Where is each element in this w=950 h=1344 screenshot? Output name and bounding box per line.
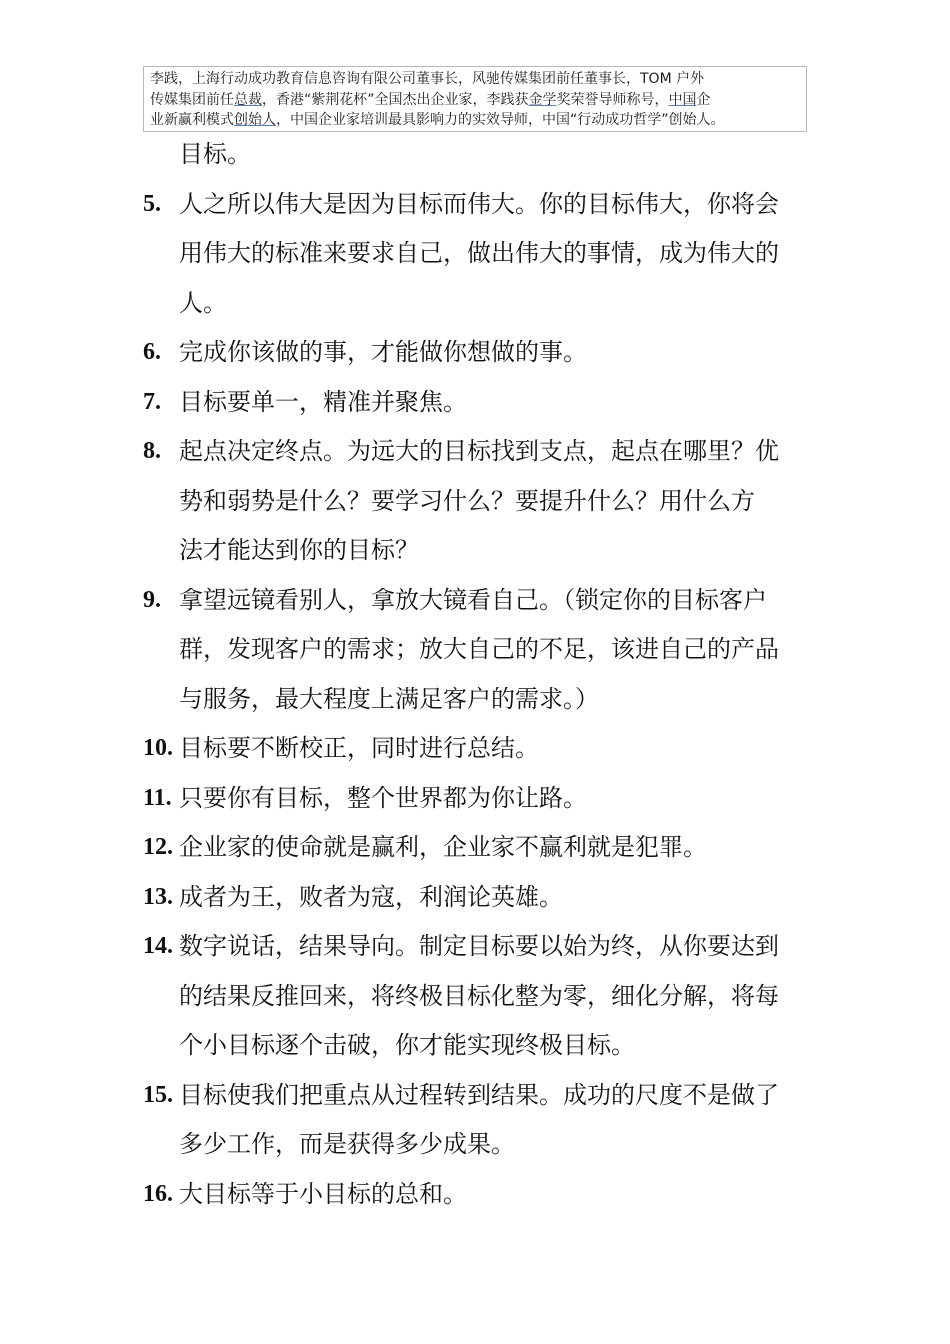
list-item-line: 多少工作，而是获得多少成果。 — [179, 1130, 515, 1158]
header-line-2 — [150, 90, 803, 111]
list-item-line: 法才能达到你的目标？ — [179, 536, 419, 564]
header-line-2-text-c: 奖荣誉导师称号， — [556, 91, 669, 108]
list-item-line: 成者为王，败者为寇，利润论英雄。 — [179, 882, 563, 911]
list-item — [143, 378, 813, 428]
list-item-number: 5. — [143, 190, 161, 217]
list-item — [143, 873, 813, 923]
list-item-line: 数字说话，结果导向。制定目标要以始为终，从你要达到 — [179, 932, 779, 960]
list-item — [143, 1170, 813, 1220]
list-item — [143, 180, 813, 329]
list-item-text — [179, 774, 813, 824]
list-item-number: 14. — [143, 933, 173, 959]
link-jinxue[interactable]: 金学 — [528, 91, 557, 108]
list-item-line: 只要你有目标，整个世界都为你让路。 — [179, 783, 587, 812]
list-item-text — [179, 427, 813, 576]
list-item-number: 10. — [143, 735, 173, 761]
list-item — [143, 823, 813, 873]
list-item-line: 人。 — [179, 288, 227, 317]
list-item-line: 用伟大的标准来要求自己，做出伟大的事情，成为伟大的 — [179, 239, 779, 267]
header-line-3-text-b: ，中国企业家培训最具影响力的实效导师，中国“行动成功哲学”创始人。 — [276, 112, 725, 128]
list-item-line: 起点决定终点。为远大的目标找到支点，起点在哪里？优 — [179, 437, 779, 465]
header-line-2-text-b: ，香港“紫荆花杯”全国杰出企业家，李践获 — [262, 91, 529, 108]
list-item — [143, 1071, 813, 1170]
list-item-text — [179, 180, 813, 329]
list-item-line: 目标要不断校正，同时进行总结。 — [179, 734, 539, 762]
list-item-text — [179, 724, 813, 774]
list-item-number: 13. — [143, 883, 173, 910]
list-item-line: 势和弱势是什么？要学习什么？要提升什么？用什么方 — [179, 486, 755, 515]
list-item-text — [179, 922, 813, 1071]
list-item-line: 大目标等于小目标的总和。 — [179, 1179, 467, 1208]
list-item-number: 11. — [143, 784, 172, 811]
header-line-2-text-a: 传媒集团前任 — [150, 91, 234, 108]
header-line-2-text-d: 企 — [696, 91, 711, 108]
list-item-line: 企业家的使命就是赢利，企业家不赢利就是犯罪。 — [179, 833, 707, 861]
continuation-line: 目标。 — [179, 140, 251, 168]
numbered-list — [143, 180, 813, 1220]
list-item-text — [179, 1071, 813, 1170]
list-item-number: 15. — [143, 1081, 173, 1108]
list-item-line: 目标使我们把重点从过程转到结果。成功的尺度不是做了 — [179, 1080, 779, 1109]
list-item-text — [179, 576, 813, 725]
list-item — [143, 576, 813, 725]
link-zhongguo[interactable]: 中国 — [668, 91, 697, 108]
list-item — [143, 774, 813, 824]
list-item-text — [179, 873, 813, 923]
link-chuangshiren[interactable]: 创始人 — [234, 112, 276, 128]
list-item — [143, 724, 813, 774]
list-item-line: 完成你该做的事，才能做你想做的事。 — [179, 338, 587, 366]
list-item-number: 7. — [143, 388, 161, 415]
header-line-1 — [150, 69, 803, 90]
list-item-text — [179, 1170, 813, 1220]
list-item — [143, 328, 813, 378]
list-item-text — [179, 328, 813, 378]
document-body — [143, 130, 813, 1219]
header-line-3-text-a: 业新赢利模式 — [150, 112, 234, 128]
list-item-line: 拿望远镜看别人，拿放大镜看自己。（锁定你的目标客户 — [179, 585, 767, 614]
header-note-box — [143, 66, 807, 132]
list-item — [143, 427, 813, 576]
header-line-1-text: 李践，上海行动成功教育信息咨询有限公司董事长，风驰传媒集团前任董事长，TOM 户外 — [150, 71, 705, 87]
list-item-number: 8. — [143, 438, 161, 464]
list-item-text — [179, 823, 813, 873]
list-item-number: 16. — [143, 1180, 173, 1207]
list-item-line: 目标要单一，精准并聚焦。 — [179, 387, 467, 416]
list-item-line: 与服务，最大程度上满足客户的需求。） — [179, 684, 599, 713]
header-line-3 — [150, 110, 803, 131]
list-item-line: 的结果反推回来，将终极目标化整为零，细化分解，将每 — [179, 981, 779, 1010]
list-item-line: 群，发现客户的需求；放大自己的不足，该进自己的产品 — [179, 635, 779, 663]
list-item-number: 6. — [143, 339, 161, 365]
list-item-number: 12. — [143, 834, 173, 860]
list-item-text — [179, 378, 813, 428]
list-item-line: 人之所以伟大是因为目标而伟大。你的目标伟大，你将会 — [179, 189, 779, 218]
list-item — [143, 922, 813, 1071]
link-zongcai[interactable]: 总裁 — [234, 91, 262, 108]
list-item-line: 个小目标逐个击破，你才能实现终极目标。 — [179, 1031, 635, 1059]
list-item-number: 9. — [143, 586, 161, 613]
